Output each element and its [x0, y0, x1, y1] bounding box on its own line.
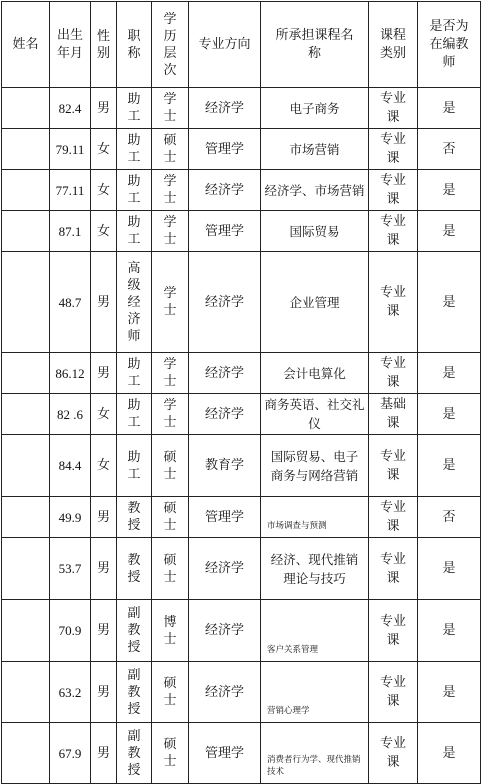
cell-name [2, 538, 50, 600]
cell-name [2, 170, 50, 211]
cell-birth: 82 .6 [50, 394, 91, 435]
cell-course-type: 专业课 [369, 353, 418, 394]
table-row [2, 129, 481, 170]
cell-gender: 男 [91, 497, 117, 538]
header-on-staff: 是否为在编教师 [418, 2, 481, 88]
cell-name [2, 353, 50, 394]
cell-title: 教授 [117, 497, 152, 538]
cell-on-staff: 是 [418, 723, 481, 784]
cell-major: 经济学 [189, 252, 261, 353]
cell-title: 助工 [117, 211, 152, 252]
header-degree: 学历层次 [152, 2, 189, 88]
table-row [2, 211, 481, 252]
cell-title: 副教授 [117, 600, 152, 662]
header-courses: 所承担课程名称 [261, 2, 369, 88]
cell-course-type: 专业课 [369, 662, 418, 723]
cell-on-staff: 否 [418, 129, 481, 170]
cell-major: 管理学 [189, 211, 261, 252]
cell-courses: 客户关系管理 [261, 600, 369, 662]
cell-name [2, 723, 50, 784]
cell-courses: 国际贸易 [261, 211, 369, 252]
cell-degree: 学士 [152, 353, 189, 394]
cell-gender: 男 [91, 662, 117, 723]
header-name: 姓名 [2, 2, 50, 88]
table-row [2, 394, 481, 435]
cell-on-staff: 是 [418, 353, 481, 394]
cell-degree: 学士 [152, 211, 189, 252]
cell-birth: 48.7 [50, 252, 91, 353]
cell-courses: 市场调查与预测 [261, 497, 369, 538]
header-row [2, 2, 481, 88]
cell-courses: 企业管理 [261, 252, 369, 353]
cell-degree: 硕士 [152, 129, 189, 170]
cell-name [2, 435, 50, 497]
cell-on-staff: 是 [418, 88, 481, 129]
cell-major: 管理学 [189, 497, 261, 538]
cell-courses: 经济学、市场营销 [261, 170, 369, 211]
cell-course-type: 专业课 [369, 211, 418, 252]
cell-course-type: 专业课 [369, 170, 418, 211]
cell-name [2, 600, 50, 662]
cell-on-staff: 否 [418, 497, 481, 538]
cell-name [2, 88, 50, 129]
cell-gender: 男 [91, 252, 117, 353]
cell-gender: 女 [91, 211, 117, 252]
table-row [2, 662, 481, 723]
cell-gender: 男 [91, 600, 117, 662]
header-course-type: 课程类别 [369, 2, 418, 88]
table-row [2, 600, 481, 662]
cell-gender: 女 [91, 170, 117, 211]
cell-gender: 男 [91, 88, 117, 129]
cell-name [2, 252, 50, 353]
cell-major: 教育学 [189, 435, 261, 497]
cell-on-staff: 是 [418, 538, 481, 600]
header-major: 专业方向 [189, 2, 261, 88]
table-row [2, 435, 481, 497]
cell-gender: 女 [91, 394, 117, 435]
cell-title: 高级经济师 [117, 252, 152, 353]
cell-degree: 硕士 [152, 723, 189, 784]
cell-birth: 49.9 [50, 497, 91, 538]
cell-courses: 市场营销 [261, 129, 369, 170]
cell-birth: 70.9 [50, 600, 91, 662]
cell-on-staff: 是 [418, 662, 481, 723]
cell-degree: 硕士 [152, 497, 189, 538]
cell-birth: 63.2 [50, 662, 91, 723]
cell-title: 副教授 [117, 723, 152, 784]
cell-major: 经济学 [189, 538, 261, 600]
table-row [2, 252, 481, 353]
cell-degree: 硕士 [152, 538, 189, 600]
cell-degree: 学士 [152, 394, 189, 435]
cell-course-type: 专业课 [369, 723, 418, 784]
cell-title: 助工 [117, 435, 152, 497]
cell-on-staff: 是 [418, 170, 481, 211]
cell-degree: 硕士 [152, 435, 189, 497]
table-row [2, 723, 481, 784]
cell-birth: 87.1 [50, 211, 91, 252]
table-row [2, 170, 481, 211]
cell-course-type: 专业课 [369, 129, 418, 170]
cell-courses: 经济、现代推销理论与技巧 [261, 538, 369, 600]
cell-title: 助工 [117, 353, 152, 394]
cell-birth: 77.11 [50, 170, 91, 211]
cell-course-type: 专业课 [369, 435, 418, 497]
cell-degree: 硕士 [152, 662, 189, 723]
cell-title: 教授 [117, 538, 152, 600]
cell-title: 助工 [117, 394, 152, 435]
cell-courses: 国际贸易、电子商务与网络营销 [261, 435, 369, 497]
cell-gender: 女 [91, 435, 117, 497]
cell-birth: 84.4 [50, 435, 91, 497]
cell-birth: 79.11 [50, 129, 91, 170]
cell-title: 副教授 [117, 662, 152, 723]
cell-name [2, 497, 50, 538]
cell-title: 助工 [117, 88, 152, 129]
cell-birth: 86.12 [50, 353, 91, 394]
header-birth: 出生年月 [50, 2, 91, 88]
cell-course-type: 专业课 [369, 538, 418, 600]
cell-name [2, 211, 50, 252]
cell-major: 管理学 [189, 129, 261, 170]
cell-birth: 67.9 [50, 723, 91, 784]
cell-degree: 学士 [152, 170, 189, 211]
cell-major: 经济学 [189, 394, 261, 435]
cell-gender: 女 [91, 129, 117, 170]
cell-title: 助工 [117, 170, 152, 211]
cell-birth: 82.4 [50, 88, 91, 129]
cell-gender: 男 [91, 353, 117, 394]
cell-name [2, 394, 50, 435]
cell-major: 经济学 [189, 88, 261, 129]
cell-course-type: 专业课 [369, 600, 418, 662]
cell-courses: 营销心理学 [261, 662, 369, 723]
cell-courses: 消费者行为学、现代推销技术 [261, 723, 369, 784]
cell-on-staff: 是 [418, 211, 481, 252]
cell-courses: 商务英语、社交礼仪 [261, 394, 369, 435]
header-gender: 性别 [91, 2, 117, 88]
table-row [2, 538, 481, 600]
faculty-table [1, 1, 481, 784]
cell-on-staff: 是 [418, 435, 481, 497]
cell-degree: 博士 [152, 600, 189, 662]
cell-course-type: 专业课 [369, 252, 418, 353]
cell-major: 经济学 [189, 353, 261, 394]
cell-on-staff: 是 [418, 600, 481, 662]
cell-major: 经济学 [189, 600, 261, 662]
cell-course-type: 专业课 [369, 497, 418, 538]
cell-courses: 电子商务 [261, 88, 369, 129]
table-row [2, 353, 481, 394]
header-title: 职称 [117, 2, 152, 88]
cell-major: 管理学 [189, 723, 261, 784]
cell-major: 经济学 [189, 170, 261, 211]
cell-on-staff: 是 [418, 252, 481, 353]
cell-birth: 53.7 [50, 538, 91, 600]
cell-major: 经济学 [189, 662, 261, 723]
cell-course-type: 基础课 [369, 394, 418, 435]
cell-courses: 会计电算化 [261, 353, 369, 394]
cell-name [2, 662, 50, 723]
cell-degree: 学士 [152, 88, 189, 129]
cell-gender: 男 [91, 723, 117, 784]
cell-degree: 学士 [152, 252, 189, 353]
cell-course-type: 专业课 [369, 88, 418, 129]
cell-on-staff: 是 [418, 394, 481, 435]
table-row [2, 88, 481, 129]
cell-title: 助工 [117, 129, 152, 170]
cell-gender: 男 [91, 538, 117, 600]
table-row [2, 497, 481, 538]
cell-name [2, 129, 50, 170]
